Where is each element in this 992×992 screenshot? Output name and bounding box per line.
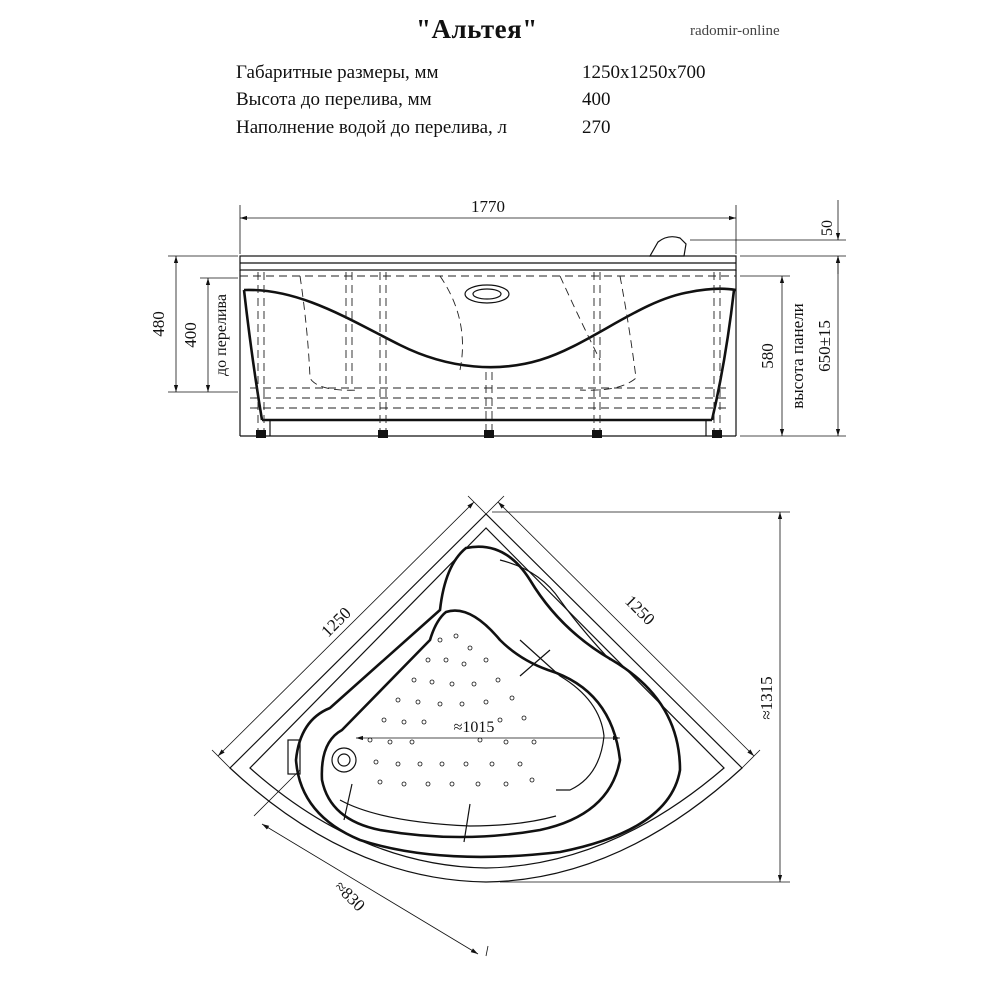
dim-line-right-side — [498, 502, 754, 756]
dim-depth-label: ≈830 — [330, 877, 369, 916]
side-view — [149, 197, 846, 438]
dim-rim-label: 50 — [819, 220, 836, 236]
dim-diagonal-label: ≈1315 — [757, 676, 776, 720]
hidden-line — [440, 276, 463, 370]
bench-edge — [340, 800, 556, 826]
spec-label: Наполнение водой до перелива, л — [236, 117, 508, 138]
panel-left-curve — [244, 290, 262, 420]
dim-panel-value: 650±15 — [815, 320, 834, 372]
dim-right-side-label: 1250 — [621, 591, 659, 629]
dim-width-label: 1770 — [471, 197, 505, 216]
bench-divider — [344, 784, 352, 820]
adjustable-feet — [256, 430, 722, 438]
dim-inner-width-label: ≈1015 — [453, 719, 495, 736]
dim-panel-text: высота панели — [788, 303, 807, 409]
product-title: "Альтея" — [416, 14, 538, 44]
dim-580-label: 580 — [758, 343, 777, 369]
top-view — [212, 496, 790, 956]
hidden-line — [300, 276, 360, 390]
panel-right-curve — [712, 290, 734, 420]
spec-value: 400 — [582, 89, 611, 110]
dim-480-label: 480 — [149, 311, 168, 337]
support-legs — [258, 272, 720, 430]
spec-value: 1250x1250x700 — [582, 62, 706, 83]
air-jets — [368, 634, 536, 786]
overflow-drain-inner — [473, 289, 501, 299]
hidden-line — [580, 276, 636, 390]
spec-label: Габаритные размеры, мм — [236, 62, 439, 83]
dim-left-side-label: 1250 — [317, 603, 355, 641]
dim-overflow-text: до перелива — [213, 294, 230, 376]
overflow-drain-icon — [465, 285, 509, 303]
drain-inner — [338, 754, 350, 766]
spec-value: 270 — [582, 117, 611, 138]
headrest-pad — [500, 560, 610, 660]
dim-400-label: 400 — [181, 322, 200, 348]
spec-label: Высота до перелива, мм — [236, 89, 432, 110]
wave-panel-curve — [244, 289, 736, 367]
dim-line-left-side — [218, 502, 474, 756]
drain-icon — [332, 748, 356, 772]
watermark: radomir-online — [690, 23, 780, 39]
headrest — [650, 237, 686, 256]
outer-outline — [230, 514, 742, 882]
